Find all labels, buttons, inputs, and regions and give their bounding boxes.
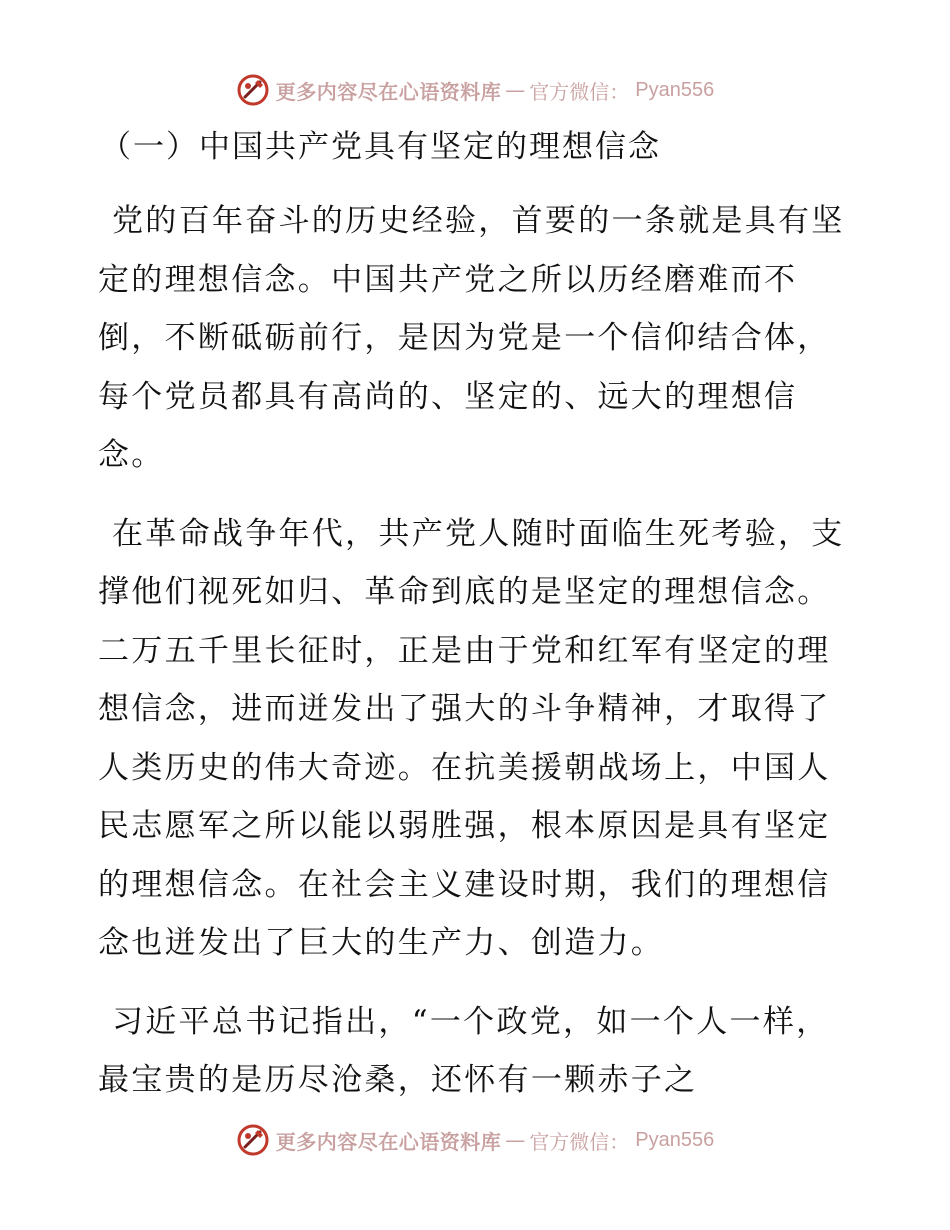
- banner-dash: —: [505, 78, 526, 102]
- header-watermark-banner: [0, 70, 950, 110]
- banner-brand-text: 更多内容尽在心语资料库: [275, 79, 502, 104]
- banner-wechat-id: Pyan556: [635, 78, 715, 101]
- banner-brand-text: 更多内容尽在心语资料库: [275, 1129, 502, 1154]
- banner-label: 官方微信：: [529, 1129, 630, 1154]
- paragraph-1: 党的百年奋斗的历史经验，首要的一条就是具有坚定的理想信念。中国共产党之所以历经磨难而不倒，不断砥砺前行，是因为党是一个信仰结合体，每个党员都具有高尚的、坚定的、远大的理想信念。: [98, 203, 845, 473]
- paragraph-3: 习近平总书记指出，“一个政党，如一个人一样，最宝贵的是历尽沧桑，还怀有一颗赤子之: [98, 1003, 830, 1098]
- paragraph-2: 在革命战争年代，共产党人随时面临生死考验，支撑他们视死如归、革命到底的是坚定的理想信念。二万五千里长征时，正是由于党和红军有坚定的理想信念，进而迸发出了强大的斗争精神，才取得了人类历史的伟大奇迹。在抗美援朝战场上，中国人民志愿军之所以能以弱胜强，根本原因是具有坚定的理想信念。在社会主义建设时期，我们的理想信念也迸发出了巨大的生产力、创造力。: [98, 515, 845, 961]
- banner-label: 官方微信：: [529, 79, 630, 104]
- footer-watermark-banner: [0, 1120, 950, 1160]
- section-heading: （一）中国共产党具有坚定的理想信念: [100, 129, 661, 165]
- logo-icon: [236, 73, 270, 107]
- banner-wechat-id: Pyan556: [635, 1128, 715, 1151]
- banner-dash: —: [505, 1128, 526, 1152]
- document-body: [98, 124, 858, 1130]
- logo-icon: [236, 1123, 270, 1157]
